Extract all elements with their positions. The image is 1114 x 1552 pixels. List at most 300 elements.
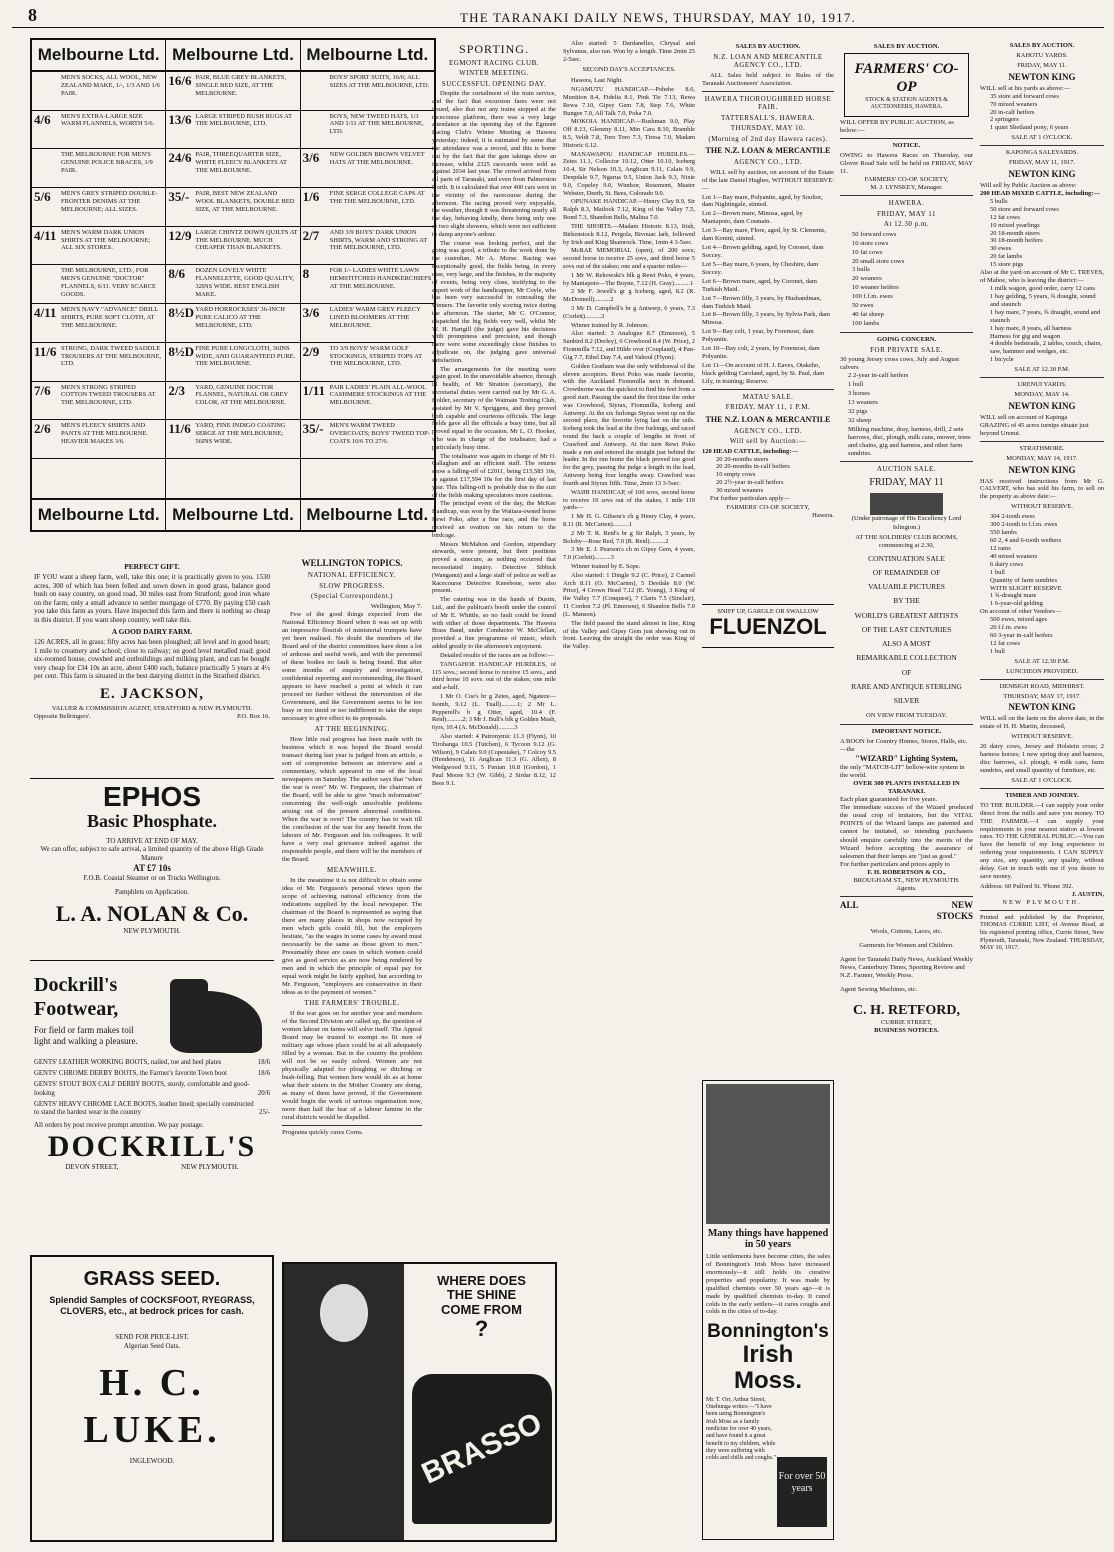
po-box: P.O. Box 16. xyxy=(236,713,270,721)
list-item: 20 fat lambs xyxy=(990,253,1023,261)
date: MONDAY, MAY 14. xyxy=(1014,391,1070,399)
retford: C. H. RETFORD, xyxy=(853,1002,960,1018)
list-item: 20 18-month steers xyxy=(990,229,1040,237)
line: SEND FOR PRICE-LIST. xyxy=(115,1333,189,1342)
list-item: 1 quiet Shetland pony, 6 years xyxy=(990,124,1069,132)
description: MEN'S FLEECY SHIRTS AND PANTS AT THE MELBOURNE. HEAVIER MAKES 3/6. xyxy=(61,422,148,445)
melbourne-item xyxy=(166,304,299,343)
firm: L. A. NOLAN & Co. xyxy=(55,900,249,926)
paragraph: Hawera, Last Night. xyxy=(571,77,623,85)
paragraph: McRAE MEMORIAL (open), of 200 sovs; second horse to receive 25 sovs, and third horse 5 sovs out of the stakes; one and a quarter miles— xyxy=(563,247,695,270)
date: THURSDAY, MAY 17, 1917. xyxy=(1003,692,1081,700)
body: ALL Sales held subject to Rules of the Taranaki Auctioneers' Association. xyxy=(702,71,834,87)
list-item: 30 18-month heifers xyxy=(990,237,1043,245)
list-item: 20 weaners xyxy=(852,275,882,283)
list-item: 300 2-tooth to f.f.m. ewes xyxy=(990,521,1058,529)
melbourne-item xyxy=(301,72,434,111)
imp: IMPORTANT NOTICE. xyxy=(871,728,942,736)
agent-address: Opposite Bellringers'. xyxy=(34,713,91,721)
grass-title: GRASS SEED. xyxy=(83,1268,221,1290)
rare: RARE AND ANTIQUE STERLING xyxy=(851,681,962,691)
cont: CONTINUATION SALE xyxy=(868,553,945,563)
boot-shaft xyxy=(170,979,208,1029)
price xyxy=(34,74,61,108)
list-item: Lot 9—Bay colt, 1 year, by Foremost, dam Polyanite. xyxy=(702,328,814,344)
fluenzol-top: SNIFF UP, GARGLE OR SWALLOW xyxy=(717,608,819,615)
price: 4/11 xyxy=(34,305,57,321)
line: Pamphlets on Application. xyxy=(114,888,190,897)
paragraph: 3 Mr E. J. Pearson's ch m Gipsy Gem, 4 years, 7.0 (Corlett)..........3 xyxy=(563,546,695,562)
newton-king: NEWTON KING xyxy=(1008,464,1076,475)
h2: HAWERA THOROUGHBRED HORSE FAIR. xyxy=(704,94,832,112)
rem: OF REMAINDER OF xyxy=(872,567,941,577)
subheading: A GOOD DAIRY FARM. xyxy=(111,627,193,637)
agent3: Agents. xyxy=(896,884,917,892)
sub: WINTER MEETING. xyxy=(459,69,529,78)
melbourne-column xyxy=(166,72,300,498)
description: MEN'S GREY STRIPED DOUBLE-FRONTER DENIMS AT THE MELBOURNE; ALL SIZES. xyxy=(61,190,158,213)
paragraph: Also started: 3 Analogue 8.7 (Emerson), 5 Sunbird 8.2 (Derley), 6 Crowbood 8.4 (W. Price), 2 Fiommilla 7.12, and Hilde over (Coupland), 4 Pan-Gig 7.7, Ethel Day 7.4, and Vahoul (Flynn). xyxy=(563,330,695,361)
price: 2/7 xyxy=(302,227,320,243)
description: YARD, FINE INDIGO COATING SERGE AT THE MELBOURNE; 56INS WIDE. xyxy=(195,422,286,445)
body2: WILL sell by auction, on account of the Estate of the late Daniel Hughes, WITHOUT RESERVE:— xyxy=(702,168,834,192)
garments: Garments for Women and Children. xyxy=(859,941,954,949)
list-item: 10 mixed yearlings xyxy=(990,221,1040,229)
list-item: 3 bulls xyxy=(852,266,870,274)
perfect-gift-ad xyxy=(30,555,274,775)
going: GOING CONCERN. xyxy=(876,335,937,343)
sub: AT THE BEGINNING. xyxy=(314,725,390,734)
manager: M. J. LYNSKEY, Manager. xyxy=(870,184,943,192)
melbourne-item xyxy=(32,111,165,150)
list-item: Lot 2—Brown mare, Minosa, aged, by Maniapoto, dam Cosmain. xyxy=(702,210,803,226)
bonnington-illustration xyxy=(706,1084,830,1224)
list-item: 10 empty cows xyxy=(716,471,756,479)
price: 3/6 xyxy=(302,150,320,166)
sale-time: SALE AT 12.30 P.M. xyxy=(1014,657,1070,665)
time: At 12.30 p.m. xyxy=(883,220,930,229)
list-item: 3 horses xyxy=(848,390,870,398)
paragraph: NGAMUTU HANDICAP.—Pohehe 8.6, Munition 8.4, Fidelia 8.1, Pink Tie 7.13, Rewa Rewa 7.10, Gipsy Gem 7.8, Step 7.6, White Bungee 7.0, All Talk 7.0, Poka 7.0. xyxy=(563,86,695,117)
melbourne-banner-bottom xyxy=(32,498,434,530)
melbourne-grid xyxy=(32,72,434,498)
masthead xyxy=(12,4,1104,28)
list-item: 10 store cows xyxy=(852,239,889,247)
banner-text: Melbourne Ltd. xyxy=(32,500,166,530)
list-item: 1 bay mare, 7 years, ¾ draught, sound and staunch xyxy=(990,308,1101,324)
list-item: 20 2½-year in-calf heifers xyxy=(716,479,784,487)
heading: SPORTING. xyxy=(459,42,529,56)
paragraph: Winner trained by R. Johnson. xyxy=(571,321,649,329)
list-item: 40 fat sheep xyxy=(852,310,884,318)
banner-text: Melbourne Ltd. xyxy=(306,505,429,524)
austin: J. AUSTIN, xyxy=(1071,890,1104,898)
race-name: TANGAHOE HANDICAP HURDLES, of 115 sovs.; second horse to receive 15 sovs., and third horse 10 sovs. out of the stakes; one mile and a-half. xyxy=(432,660,556,692)
luke-name: H. C. LUKE. xyxy=(83,1362,221,1451)
melbourne-item xyxy=(32,227,165,266)
page-number: 8 xyxy=(28,5,37,25)
testimonial: Mr. T. Orr, Arthur Street, Onehunga writes:—"I have been using Bonnington's Irish Moss as a family medicine for over 40 years, and have found it a great benefit to my children, while they were suffering with colds and chills and coughs." xyxy=(706,1396,776,1462)
denbigh: DENBIGH ROAD, MIDHIRST. xyxy=(999,682,1085,690)
partic: For further particulars and prices apply to xyxy=(840,860,950,868)
description: FINE SERGE COLLEGE CAPS AT THE THE MELBOURNE, LTD. xyxy=(329,190,425,205)
list-item: Lot 3—Bay mare, Flore, aged, by St. Clements, dam Konini, stinted. xyxy=(702,227,827,243)
agent-line: VALUER & COMMISSION AGENT, STRATFORD & NEW PLYMOUTH. xyxy=(51,705,253,713)
dockrill-name: DOCKRILL'S xyxy=(47,1129,257,1163)
corns-ad: Programs quickly cures Corns. xyxy=(282,1129,364,1137)
boot-item xyxy=(34,1081,270,1098)
price: 11/6 xyxy=(168,421,191,437)
name2: Irish Moss. xyxy=(733,1341,802,1394)
list-item: 20 in-calf heifers xyxy=(990,108,1035,116)
paragraph: In the meantime it is not difficult to obtain some idea of Mr. Ferguson's personal views upon the scope of achieving national efficiency from the indications supplied by the local newspaper. The chairman of the Board is represented as saying that there are many places in shops now occupied by men which girls could fill, but the employers hesitate, "as the wages in some cases by award must necessarily be the same as those given to men." Presumably these are cases in which women could give as good service as are now being rendered by men and in which the principle of equal pay for equal work might be fairly applied, but according to Mr. Ferguson, "employers are conservative in their ideas as to the payment of women." xyxy=(282,876,422,997)
sale-time: SALE AT 1 O'CLOCK. xyxy=(1011,134,1073,142)
body: Little settlements have become cities, the sales of Bonnington's Irish Moss have increased enormously—it still holds its curative properties and popularity. It was made by qualified chemists over 50 years ago—it is made by qualified chemists to-day. It cured colds in the early settlers—it cures coughs and colds in the cities of to-day. xyxy=(706,1253,830,1316)
heading: SALES BY AUCTION. xyxy=(873,43,940,50)
body: GRAZING of 45 acres turnips situate just beyond Urenui. xyxy=(980,421,1089,437)
newton-king: NEWTON KING xyxy=(1008,702,1076,713)
rahotu: RAHOTU YARDS. xyxy=(1016,51,1068,59)
firm3b: AGENCY CO., LTD. xyxy=(733,426,803,435)
body: IF YOU want a sheep farm, well, take this one; it is practically given to you. 1530 acres, 300 of which has been felled and sown down in good grass, balance good bush on easy country, on good road, 30 miles east from Stratford; good iron whare on the farm; only a small advance to settler mortgage of £770. By paying £50 cash you take this farm as yours. Have inspected this farm and there is nothing so cheap in this district. If you want sheep country, well take this. xyxy=(34,573,270,624)
notice-body: OWING to Hawera Races on Thursday, our Glover Road Sale will be held on FRIDAY, MAY 11. xyxy=(840,152,973,176)
list-item: 1 milk wagon, good order, carry 12 cans xyxy=(990,284,1095,292)
logo-sub: STOCK & STATION AGENTS & AUCTIONEERS, HAWERA. xyxy=(865,96,948,110)
agent: F. H. ROBERTSON & CO., xyxy=(867,868,946,876)
list-item: 304 2-tooth ewes xyxy=(990,513,1035,521)
mataui: MATAU SALE. xyxy=(742,392,794,401)
list-item: Lot 11—On account of H. J. Eaves, Otakeho, black gelding Caroland, aged, by St. Paul, dam Lily, in training; Reserve. xyxy=(702,361,825,385)
imp-body: A BOON for Country Homes, Stores, Halls, etc.—the xyxy=(840,738,968,754)
line: We can offer, subject to safe arrival, a limited quantity of the above High Grade Manure xyxy=(40,845,264,863)
paragraph: Also started: 1 Dingle 9.2 (C. Price), 2 Carmel Arch 8.11 (O. McCarten), 5 Deedale 8.0 (W. Price), 4 Crown Head 7.12 (E. Young), 3 King of the Valley 7.7 (Conquest), 7 Clarts 7.5 (Sinclair), 11 Cordon 7.2 (Pl. Emerson), 6 Shandon Bells 7.0 (L. Manson). xyxy=(563,571,695,618)
all: ALL xyxy=(840,899,859,910)
body: 20 dairy cows, Jersey and Holstein cross; 2 harness horses; 1 new spring dray and harness, disc harrows, s.f. plough, 4 milk cans, farm sundries, and small quantity of furniture, etc. xyxy=(980,743,1104,774)
paragraph: The totalisator was again in charge of Mr O. Callaghan and an efficient staff. The returns show a falling-off of £2011, being £15,583 10s, as against £17,594 10s for the first day of last year. This falling-off is probably due to the size of the fields making speculators more cautious. xyxy=(432,452,556,499)
body: WILL sell on account of Kapinga xyxy=(980,413,1068,421)
banner-text: Melbourne Ltd. xyxy=(166,40,300,70)
last: OF THE LAST CENTURIES xyxy=(861,624,952,634)
guar: Each plant guaranteed for five years. xyxy=(840,796,938,804)
description: TO 3/9 BOYS' WARM GOLF STOCKINGS, STRIPED TOPS AT THE MELBOURNE, LTD. xyxy=(329,344,423,368)
list-item: 10 weaner heifers xyxy=(852,284,899,292)
going-body2: Milking machine, dray, harness, drill, 2 sets harrows, disc, plough, milk cans, mower, trees and chains, gig and harness, and other farm sundries. xyxy=(848,425,971,457)
list-item: Lot 8—Brown filly, 3 years, by Sylvia Park, dam Minosa. xyxy=(702,311,830,327)
sub: SLOW PROGRESS. xyxy=(319,581,385,590)
list-item: 60 2, 4 and 6-tooth wethers xyxy=(990,536,1062,544)
list-item: 50 store and forward cows xyxy=(990,205,1059,213)
paragraph: Golden Gratham was the only withdrawal of the eleven acceptors. Rewi Poko was made favorite, with the Auckland Fiommilla next in demand. Crowthorne was the quickest to find his feet from a good start. Passing the stand the first time the order was Crowbood, Styrax, Fiommilla, Iceberg and Antwerp. At the six furlongs Styrax went up on the second place, the favorite lying last on the rails. Iceberg took the lead at the five furlongs, and raced round the back a couple of lengths in front of Crawford and Antwerp. At the turn Rewi Poko made a run and entered the straight just behind the leader. In the run home the black proved too good for the grey, passing the judge a length in the lead, Antwerp being four lengths away. Crawford was fourth and Styrax fifth. Time, 2min 13 3-5sec. xyxy=(563,362,695,487)
list-item: 32 sheep xyxy=(848,416,872,424)
stocks: STOCKS xyxy=(936,910,973,921)
list-item: 5 bulls xyxy=(990,197,1008,205)
lunch: LUNCHEON PROVIDED. xyxy=(1006,667,1078,675)
sale-time: SALE AT 12.30 P.M. xyxy=(1014,366,1070,374)
description: LARGE CHINTZ DOWN QUILTS AT THE MELBOURNE. MUCH CHEAPER THAN BLANKETS. xyxy=(195,228,298,252)
price: 4/11 xyxy=(34,227,57,243)
list-item: 12 fat cows xyxy=(990,639,1020,647)
banner-text: Melbourne Ltd. xyxy=(306,45,429,64)
price: 35/- xyxy=(302,421,324,437)
sub: (Special Correspondent.) xyxy=(311,592,393,601)
paragraph: Also started: 5 Dardanelles, Chrysal and Sylvanus, also ran. Won by a length. Time 2min 25 2-5sec. xyxy=(563,40,695,63)
price: 8/6 xyxy=(168,266,185,282)
price xyxy=(303,74,330,108)
description: DOZEN LOVELY WHITE FLANNELETTE, GOOD QUALITY, 32INS WIDE. BEST ENGLISH MAKE. xyxy=(195,267,295,298)
description: MEN'S SOCKS, ALL WOOL, NEW ZEALAND MAKE, 1/-, 1/3 AND 1/6 PAIR. xyxy=(61,74,160,97)
name1: Bonnington's xyxy=(707,1321,829,1343)
hawera-notices xyxy=(702,40,834,600)
melbourne-item xyxy=(301,111,434,150)
description: PAIR, BLUE GREY BLANKETS, SINGLE BED SIZE, AT THE MELBOURNE. xyxy=(195,74,287,97)
paragraph: 1 Mr W. Rekowski's blk g Rewi Poko, 4 years, by Maniapoto—The Boyne, 7.12 (H. Gray)..........1 xyxy=(563,271,695,287)
date: FRIDAY, MAY 11, 1917. xyxy=(1008,159,1076,167)
ephos-title: EPHOS xyxy=(102,781,202,812)
orders-line: All orders by post receive prompt attention. We pay postage. xyxy=(34,1121,204,1130)
figure-head xyxy=(320,1284,368,1342)
paragraph: The catering was in the hands of Dustin, Ltd., and the publican's booth under the control of Mr E. Whittle, so no fault could be found with either of those departments. The Hawera Brass Band, under Conductor W. McClellan, provided a fine programme of music, which added greatly to the afternoon's enjoyment. xyxy=(432,596,556,651)
melbourne-item xyxy=(32,420,165,459)
melbourne-item xyxy=(32,382,165,421)
melbourne-item xyxy=(166,188,299,227)
price: 24/6 xyxy=(168,150,192,166)
price: 2/3 xyxy=(168,382,185,398)
paragraph: The field passed the stand almost in line, King of the Valley and Gipsy Gem just showing out in front. Leaving the straight the order was King of the Valley. xyxy=(563,619,695,651)
dockrill-ad xyxy=(30,960,274,1250)
list-item: 30 mixed weaners xyxy=(716,487,764,495)
paragraph: Few of the good things expected from the National Efficiency Board when it was set up with an impressive flourish of ministerial trumpets have yet been realised. No doubt the members of the Board and of the district committees have done a lot of arduous and useful work, and with the personnel of these bodies no fault is being found. But after some months of enquiry and investigation, confidential reporting and recommending, the Board appears to have reached a point at which it can proceed no further without the intervention of the Government, and the Government seems to be too busy or too timid or too indifferent to take the steps necessary to give effect to its proposals. xyxy=(282,610,422,722)
list-item: 1 6-year-old gelding xyxy=(990,600,1043,608)
date: FRIDAY, MAY 11 xyxy=(877,209,936,218)
by: BY THE xyxy=(893,596,920,606)
description: FOR 1/- LADIES WHITE LAWN HEMSTITCHED HANDKERCHIEFS AT THE MELBOURNE. xyxy=(329,267,432,291)
description: BOYS, NEW TWEED HATS, 1/3 AND 1/11 AT THE MELBOURNE, LTD. xyxy=(329,112,424,136)
list-item: 70 mixed weaners xyxy=(990,100,1038,108)
world: WORLD'S GREATEST ARTISTS xyxy=(854,610,959,620)
list-item: 1 bull xyxy=(848,381,864,389)
body: Will sell by Public Auction as above: xyxy=(980,182,1077,189)
paragraph: The course was looking perfect, and the going was good, a tribute to the work done by the custodian, Mr A. Morse. Racing was exceptionally good, the fields being, in every case, very large, and the finishes, in the majority of events, being very close, testifying to the expert work of the handicapper, Mr Coyle, who has been very successful in concealing the winners. The favorite only scoring twice during the afternoon. The starter, Mr C. O'Connor, dispatched the big fields very well, whilst Mr W. H. Hartgill (the judge) gave his decisions with promptness and precision, and though there were some exceedingly close finishes to adjudicate on, the judging gave universal satisfaction. xyxy=(432,239,556,364)
grass-seed-ad xyxy=(30,1255,274,1542)
brasso-ad xyxy=(282,1262,557,1542)
silver: SILVER xyxy=(893,696,920,706)
description: AND 3/9 BOYS' DARK UNION SHIRTS, WARM AND STRONG AT THE MELBOURNE, LTD. xyxy=(329,228,428,252)
price xyxy=(34,151,61,185)
coop-logo xyxy=(844,53,969,117)
address: Address: 60 Pulford St. 'Phone 392. xyxy=(980,882,1074,890)
list-item: Lot 4—Brown gelding, aged, by Coronet, dam Soccey. xyxy=(702,244,824,259)
price: 11/6 xyxy=(34,343,57,359)
melbourne-item xyxy=(32,343,165,382)
melbourne-item xyxy=(301,149,434,188)
price: 8 xyxy=(302,266,310,282)
without-reserve: WITHOUT RESERVE. xyxy=(1011,733,1073,741)
imprint: Printed and published by the Proprietor, THOMAS CURRIE LIST, of Avenue Road, at his registered printing office, Currie Street, New Plymouth, Taranaki, New Zealand. THURSDAY, MAY 10, 1917. xyxy=(980,913,1104,952)
timber: TIMBER AND JOINERY. xyxy=(1005,791,1079,799)
list-item: Lot 1—Bay mare, Polyanite, aged, by Soultor, dam Nightingale, stinted. xyxy=(702,193,823,209)
line: THE SHINE xyxy=(446,1287,517,1303)
description: MEN'S STRONG STRIPED COTTON TWEED TROUSERS AT THE MELBOURNE, LTD. xyxy=(61,383,156,407)
boot-text: GENTS' CHROME DERBY BOOTS, the Farmer's favorite Town boot xyxy=(34,1070,227,1077)
heading: SALES BY AUCTION. xyxy=(735,43,801,50)
melbourne-item xyxy=(166,382,299,421)
bonnington-ad xyxy=(702,1080,834,1540)
description: LADIES' WARM GREY FLEECY LINED BLOOMERS AT THE MELBOURNE. xyxy=(329,306,421,329)
newspaper-title: THE TARANAKI DAILY NEWS, THURSDAY, MAY 10, 1917. xyxy=(459,10,857,25)
banner-text: Melbourne Ltd. xyxy=(32,40,166,70)
melbourne-column xyxy=(32,72,166,498)
paragraph: THE SHORTS.—Madam Historic 8.13, Irish, Birkenstock 8.12, Pergola, Bivouac lark, followed by Irish and King Shamrock. Time, 1min 4 3-5sec. xyxy=(563,222,695,246)
going2: FOR PRIVATE SALE. xyxy=(870,345,943,354)
list-item: 1 bay mare, 8 years, all harness xyxy=(990,324,1072,332)
paragraph: Winner trained by E. Sope. xyxy=(571,563,641,570)
over: OVER 300 PLANTS INSTALLED IN TARANAKI. xyxy=(853,780,960,796)
sub: NATIONAL EFFICIENCY. xyxy=(307,570,397,579)
town: NEW PLYMOUTH. xyxy=(123,927,181,936)
price: 1/11 xyxy=(302,382,326,398)
street: DEVON STREET, xyxy=(65,1162,119,1171)
paragraph: How little real progress has been made with its business which it was hoped the Board would transact during last year is judged from an article, a sort of compromise between an interview and a commentary, which appeared in one of the local newspapers on Saturday. The author says that "when the war is over" Mr. W. Ferguson, the chairman of the Board, will be able to give "much information" concerning the well-nigh unsolvable problems arising out of the present abnormal conditions. When the war is over! The country has to wait till the conclusion of the war for any benefit from the labours of Mr. Ferguson and his colleagues. It will have a very real grievance indeed against the responsible people, and there will be the members of the Board. xyxy=(282,735,422,864)
melbourne-item xyxy=(301,188,434,227)
description: MEN'S WARM DARK UNION SHIRTS AT THE MELBOURNE; ALL SIX STORES. xyxy=(61,228,151,252)
list-item: 1 bull xyxy=(990,647,1005,655)
list-item: Lot 10—Bay colt, 2 years, by Foremost, dam Polyanite. xyxy=(702,345,820,361)
paragraph: Despite the curtailment of the train service, and the fact that excursion fares were not issued, also that not any trains stopped at the racecourse platform, there was a very large attendance at the opening day of the Egmont Racing Club's Winter Meeting at Hawera yesterday; indeed, it is estimated by some that the attendance was a record, and this is borne out by the fact that the gate takings show an increase, whilst 2325 racecards were sold as against 2034 last year. The crowd arrived from all parts of Taranaki, and even from Palmerston North. It is calculated that over 400 cars were in the vicinity of the racecourse during the afternoon. The racing proved very enjoyable, the weather, though it was threatening nearly all the day, behaving kindly, there being only one or two slight showers, which were not sufficient to damp anyone's ardour. xyxy=(432,90,556,238)
paragraph: 3 Mr D. Campbell's br g Antwerp, 6 years, 7.3 (Corlett)..........3 xyxy=(563,305,695,320)
fluenzol-ad xyxy=(702,604,834,648)
firm3: THE N.Z. LOAN & MERCANTILE xyxy=(705,414,831,424)
description: FINE PURE LONGCLOTH, 36INS WIDE, AND GUARANTEED PURE. THE MELBOURNE. xyxy=(195,344,296,368)
list-item: 20 20-months steers xyxy=(716,455,769,463)
list-item: 12 fat cows xyxy=(990,213,1020,221)
paragraph: If the war goes on for another year and members of the Second Division are called up, the question of women labour on farms will solve itself. The Appeal Board may be trusted to exempt no fit men of military age whose place could be at all adequately filled by a woman. But in the country the problem will not be so easily solved. Women are not physically adapted for ploughing or ditching or bush-felling. But women here would do as at home what their sisters in the Mother Country are doing, as many of them have proved, if the Government would begin the work of serious organisation now, more than half the fear of a labour famine in the rural districts would be dispelled. xyxy=(282,1009,422,1121)
logo: FARMERS' CO-OP xyxy=(854,61,959,96)
description: BOYS' SPORT SUITS, 16/6; ALL SIZES AT THE MELBOURNE, LTD. xyxy=(329,74,430,89)
list-item: 500 ewes, mixed ages xyxy=(990,616,1048,624)
list-item: 1 bay gelding, 5 years, ¾ draught, sound and staunch xyxy=(990,292,1096,308)
farmers: For further particulars apply— xyxy=(710,495,790,503)
list-item: Harness for gig and wagon xyxy=(990,332,1061,340)
list-item: 100 f.f.m. ewes xyxy=(852,293,893,301)
boot-list xyxy=(34,1059,270,1118)
price: 1/6 xyxy=(302,189,320,205)
head: 200 HEAD MIXED CATTLE, including:— xyxy=(980,189,1100,197)
list-item: 100 lambs xyxy=(852,319,880,327)
price: 12/9 xyxy=(168,227,192,243)
list-item: 1 ¾-draught mare xyxy=(990,592,1037,600)
list-item: 35 store and forward cows xyxy=(990,92,1059,100)
auction: AUCTION SALE. xyxy=(877,464,936,473)
list-item: 32 pigs xyxy=(848,407,868,415)
paragraph: OPUNAKE HANDICAP.—Henry Clay 8.9, Sir Ralph 8.3, Matlock 7.12, King of the Valley 7.5, Bond 7.3, Shandon Bells, Malina 7.0. xyxy=(563,198,695,222)
list-item: 1 bicycle xyxy=(990,356,1014,364)
heading: SALES BY AUCTION. xyxy=(1009,42,1075,49)
list-item: 60 3-year in-calf heifers xyxy=(990,632,1053,640)
town: INGLEWOOD. xyxy=(129,1457,175,1466)
price: 2/6 xyxy=(34,421,51,437)
brasso-name: BRASSO xyxy=(416,1406,547,1491)
melbourne-item xyxy=(301,227,434,266)
price: 3/6 xyxy=(302,305,320,321)
paragraph: Detailed results of the races are as follow:— xyxy=(440,651,554,659)
boot-price: 20/6 xyxy=(257,1089,270,1097)
paragraph: MANAWAPOU HANDICAP HURDLES.—Zetes 11.1, Collector 10.12, Otter 10.10, Iceberg 10.4, Sir Nelson 10.3, Anglican 9.11, Calais 9.9, Deepdale 9.7, Ngarua 9.5, Union Jack 9.3, Nixie 9.0, Copeley 9.0, Windsor, Rosemont, Master Webster, Deeth, St. Bees, Colorado 9.0. xyxy=(563,150,695,197)
list-item: 2 2-year in-calf heifers xyxy=(848,372,909,380)
melbourne-item xyxy=(32,188,165,227)
sub: MEANWHILE. xyxy=(327,866,377,875)
melbourne-item xyxy=(32,265,165,304)
boot-price: 18/6 xyxy=(257,1058,270,1066)
price: 5/6 xyxy=(34,189,51,205)
heading: WELLINGTON TOPICS. xyxy=(301,558,403,568)
race-notes: Also started: 4 Patronymic 11.3 (Flynn), 10 Tirohanga 10.5 (Tutchen), 6 Tycoon 9.12 (G. Wilson), 9 Calais 9.0 (Copestake), 7 Colcoy 9.5 (Henderson), 11 Anglican 11.3 (G. Allen), 8 Wedgwood 9.11, 5 Fenian 10.8 (Gordon), 1 Paul Moore 9.3 (W. Gibb), 2 Sirdar 8.12, 12 Bees 9.1. xyxy=(432,733,556,787)
melbourne-item xyxy=(166,149,299,188)
ephos-ad xyxy=(30,778,274,956)
list-item: 15 store pigs xyxy=(990,261,1024,269)
new: NEW xyxy=(951,899,973,910)
without-reserve: WITHOUT RESERVE. xyxy=(1011,503,1073,511)
line: Splendid Samples of COCKSFOOT, RYEGRASS, CLOVERS, etc., at bedrock prices for cash. xyxy=(49,1295,255,1317)
sub: EGMONT RACING CLUB. xyxy=(448,58,540,67)
urenui: URENUI YARDS. xyxy=(1017,381,1067,389)
list-item: WITH SLIGHT RESERVE xyxy=(990,584,1062,592)
body: On account of other Vendors— xyxy=(980,608,1062,616)
h3: TATTERSALL'S, HAWERA. xyxy=(720,113,816,122)
list-item: 30 ewes xyxy=(990,245,1012,253)
date: FRIDAY, MAY 11. xyxy=(1017,61,1067,69)
line: Algerian Seed Oats. xyxy=(123,1341,181,1350)
melbourne-item xyxy=(166,227,299,266)
list-item: 12 rams xyxy=(990,544,1011,552)
boot-item xyxy=(34,1059,270,1067)
question-mark: ? xyxy=(474,1315,489,1341)
melbourne-item xyxy=(32,304,165,343)
paragraph: 1 Mr H. G. Gibson's ch g Henry Clay, 4 years, 8.11 (R. McCarten)..........1 xyxy=(563,513,695,528)
fri: FRIDAY, MAY 11 xyxy=(869,477,944,489)
sewing: Agent Sewing Machines, etc. xyxy=(840,985,918,993)
price: AT £7 10s xyxy=(133,862,171,873)
race-continuation xyxy=(563,40,695,1545)
list-item: 6 dairy cows xyxy=(990,560,1024,568)
list-item: 50 forward cows xyxy=(852,230,897,238)
wools: Wools, Cottons, Laces, etc. xyxy=(870,927,943,935)
melbourne-item xyxy=(32,72,165,111)
price xyxy=(34,267,61,301)
rem2: REMARKABLE COLLECTION xyxy=(856,653,957,663)
description: LARGE STRIPED BUSH RUGS AT THE MELBOURNE, LTD. xyxy=(195,112,293,128)
of: OF xyxy=(901,667,912,677)
price: 13/6 xyxy=(168,111,192,127)
description: YARD HORROCKSES' 36-INCH PURE CALICO AT THE MELBOURNE, LTD. xyxy=(195,306,285,329)
line: TO ARRIVE AT END OF MAY. xyxy=(106,836,198,845)
body: WILL sell at his yards as above:— xyxy=(980,84,1071,92)
list-item: 1 bull xyxy=(990,568,1005,576)
boot-text: GENTS' HEAVY CHROME LACE BOOTS, leather lined; specially constructed to stand the hardest wear in the country xyxy=(34,1100,254,1117)
newton-king-column xyxy=(980,40,1104,1545)
ephos-subtitle: Basic Phosphate. xyxy=(86,811,218,831)
hawera: HAWERA. xyxy=(888,199,925,208)
price: 8½D xyxy=(168,343,194,359)
val: VALUABLE PICTURES xyxy=(868,582,945,592)
society: FARMERS' CO-OP. SOCIETY, xyxy=(864,176,949,184)
head-cattle: 120 HEAD CATTLE, including:— xyxy=(702,447,798,455)
price: 16/6 xyxy=(168,73,192,88)
brasso-tin xyxy=(412,1374,552,1524)
town: NEW PLYMOUTH. xyxy=(181,1162,239,1171)
body: WILL sell on the farm on the above date, in the estate of H. H. Martin, deceased, xyxy=(980,715,1104,731)
paragraph: The principal event of the day, the McKee Handicap, was won by the Waitara-owned horse Rewi Poko, after a fine race, and the horse received an ovation on his return to the birdcage. xyxy=(432,500,556,539)
paragraph: MOKOIA HANDICAP.—Bushman 9.0, Play Off 8.13, Gleneny 8.11, Min Cara 8.10, Bramble 8.5, Veldt 7.8, Toro Toro 7.3, Tiresa 7.0, Madam Historic 6.12. xyxy=(563,118,695,149)
